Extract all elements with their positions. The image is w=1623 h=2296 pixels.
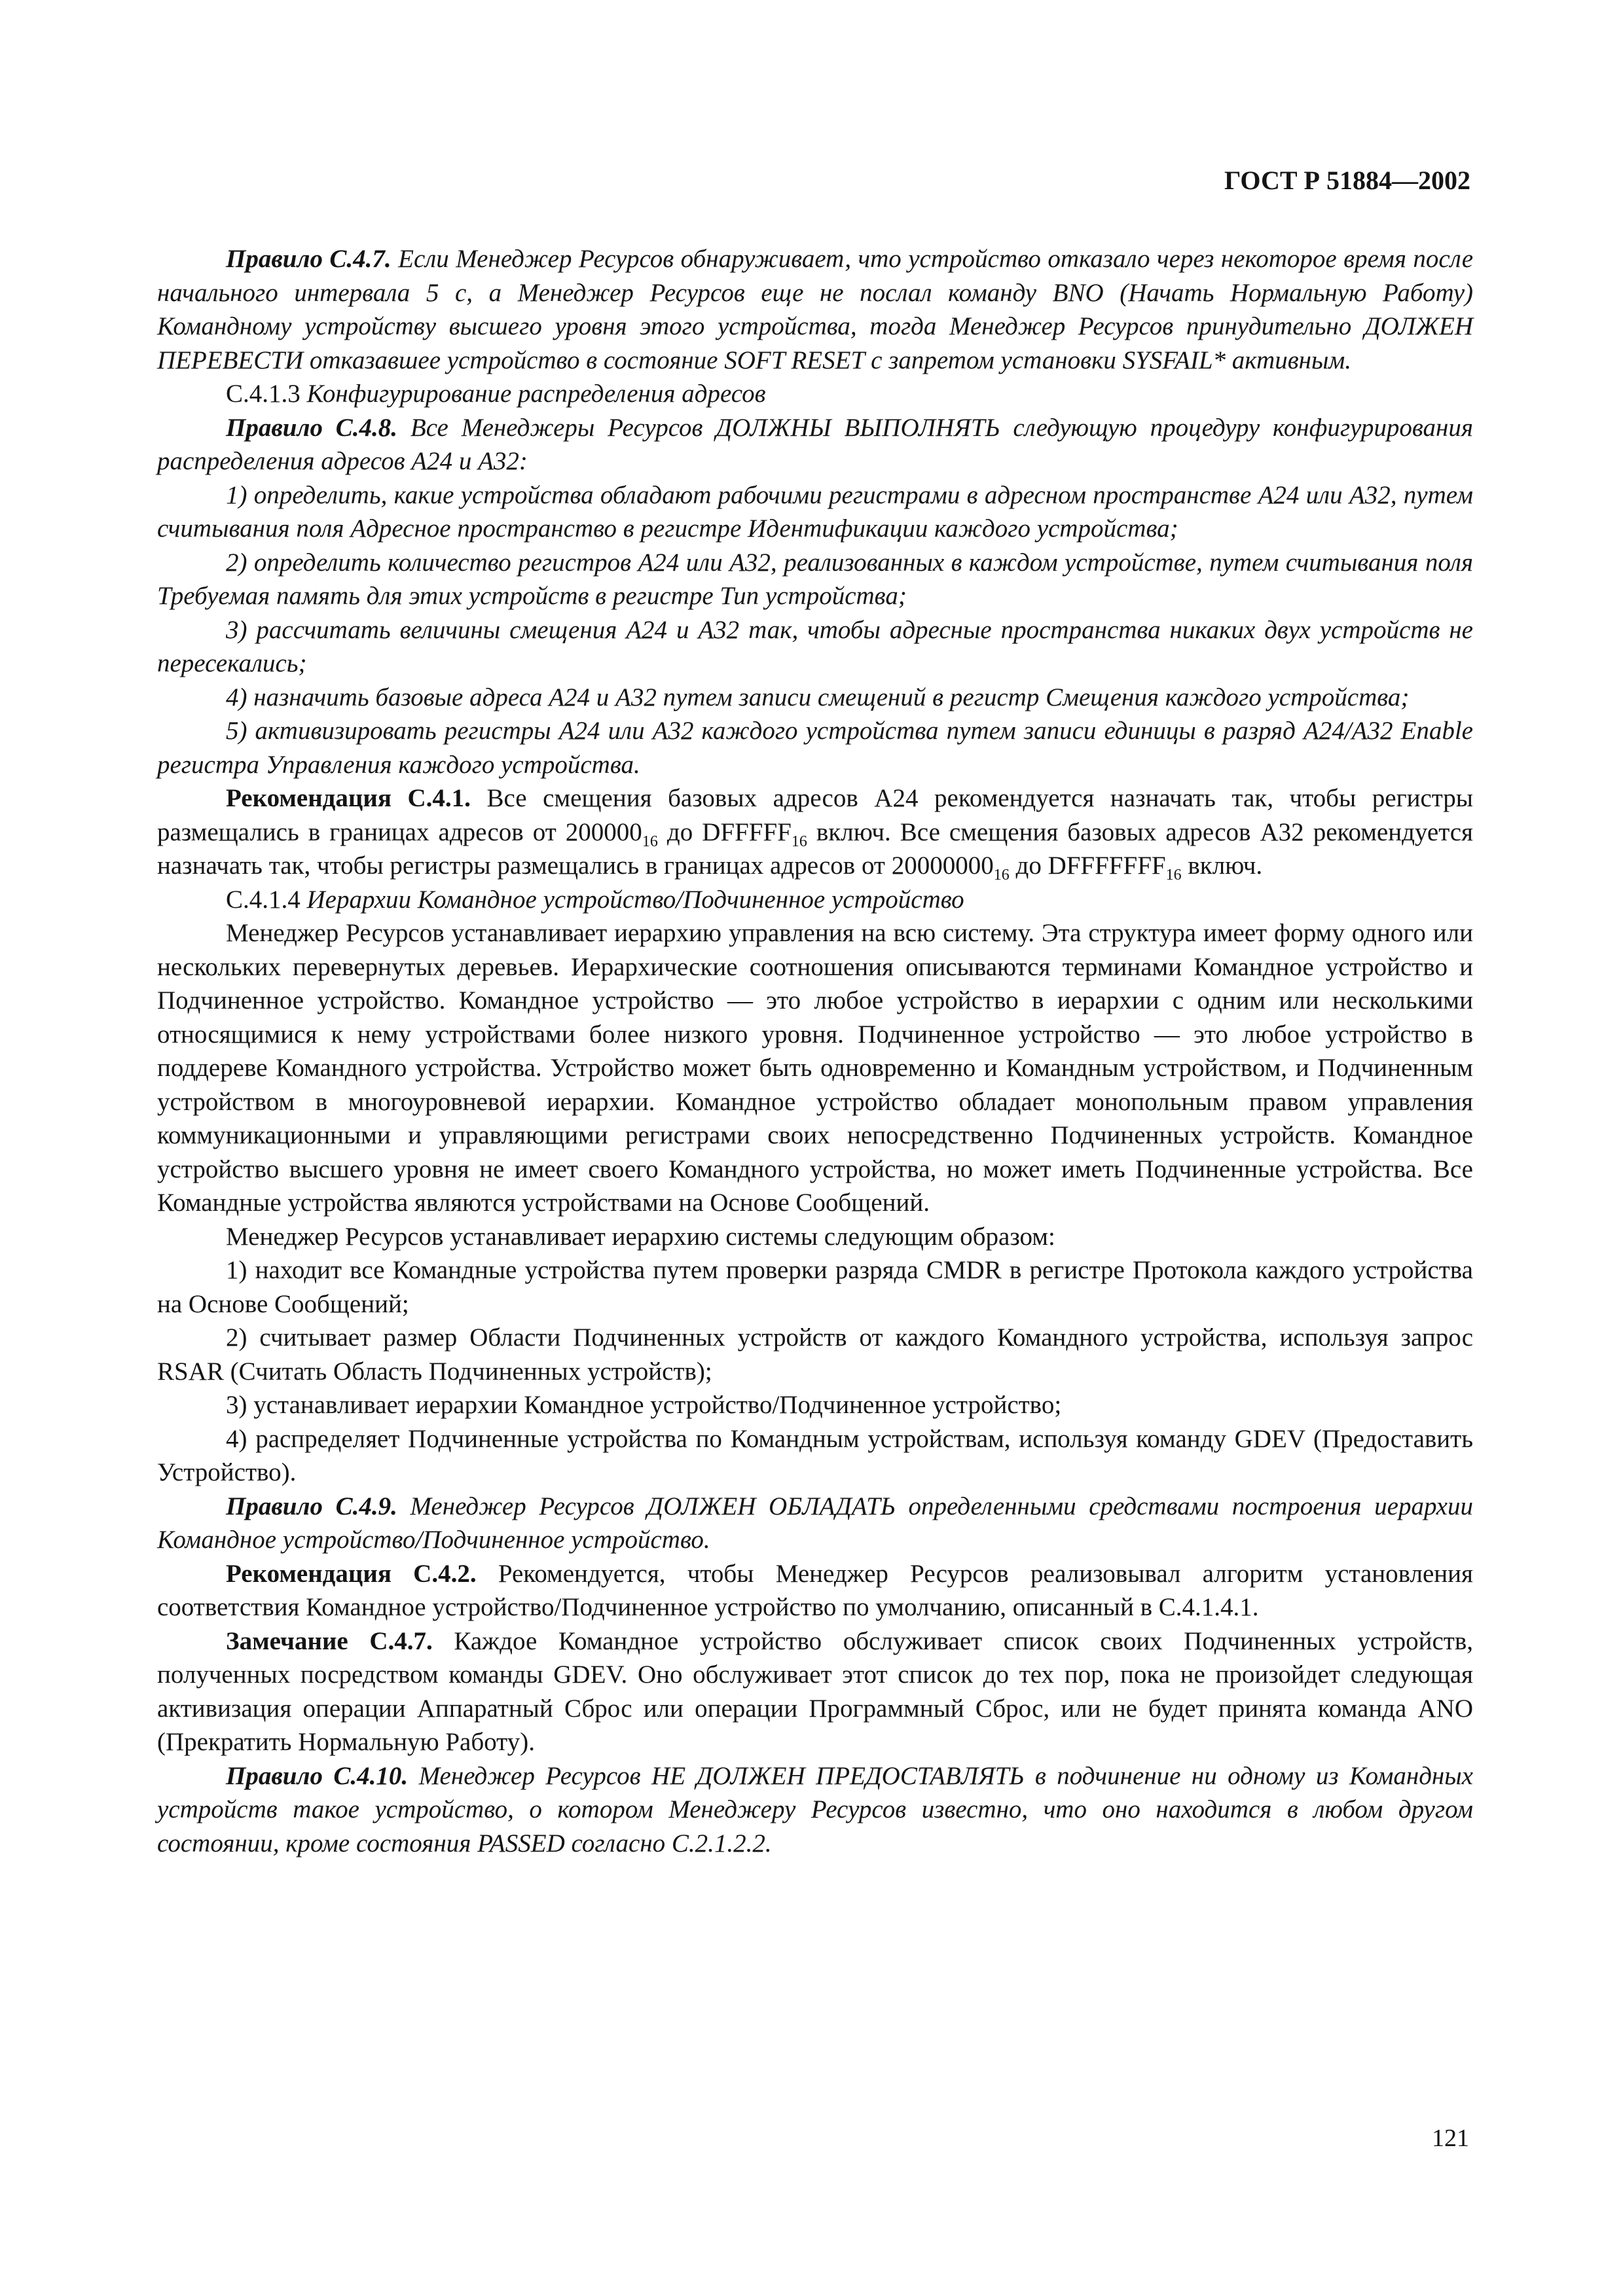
rule-label: Правило С.4.9. <box>226 1492 397 1520</box>
page-header: ГОСТ Р 51884—2002 <box>1224 166 1470 195</box>
list-item: 4) назначить базовые адреса А24 и А32 путем записи смещений в регистр Смещения каждого устройства; <box>226 683 1410 711</box>
list-item: 1) определить, какие устройства обладают рабочими регистрами в адресном пространстве А24 или А32, путем считывания поля Адресное пространство в регистре Идентификации каждого устройства; <box>157 480 1473 543</box>
rule-c-4-8 <box>157 411 1473 478</box>
list-item: 2) определить количество регистров А24 или А32, реализованных в каждом устройстве, путем считывания поля Требуемая память для этих устройств в регистре Тип устройства; <box>157 548 1473 610</box>
rule-text: Менеджер Ресурсов ДОЛЖЕН ОБЛАДАТЬ определенными средствами построения иерархии Командное устройство/Подчиненное устройство. <box>157 1492 1473 1554</box>
subscript: 16 <box>791 833 807 850</box>
list-item: 4) распределяет Подчиненные устройства по Командным устройствам, используя команду GDEV (Предоставить Устройство). <box>157 1424 1473 1486</box>
paragraph-text: Рекомендуется, чтобы Менеджер Ресурсов реализовывал алгоритм установления соответствия Командное устройство/Подчиненное устройство по умолчанию, описанный в С.4.1.4.1. <box>157 1559 1473 1621</box>
body-paragraph: Менеджер Ресурсов устанавливает иерархию системы следующим образом: <box>226 1222 1055 1251</box>
recommendation-c-4-2 <box>157 1557 1473 1624</box>
paragraph-text: Все смещения базовых адресов А24 рекомендуется назначать так, чтобы регистры размещались в границах адресов от 200000 <box>157 784 1473 846</box>
section-heading-c-4-1-4 <box>157 883 1473 917</box>
rule-label: Правило С.4.8. <box>226 413 398 442</box>
note-c-4-7 <box>157 1624 1473 1759</box>
list-item: 3) устанавливает иерархии Командное устройство/Подчиненное устройство; <box>226 1391 1062 1419</box>
rule-c-4-9 <box>157 1490 1473 1557</box>
subscript: 16 <box>1165 867 1182 884</box>
rule-c-4-7 <box>157 242 1473 377</box>
rule-text: Все Менеджеры Ресурсов ДОЛЖНЫ ВЫПОЛНЯТЬ следующую процедуру конфигурирования распределения адресов А24 и А32: <box>157 413 1473 475</box>
rule-text: Если Менеджер Ресурсов обнаруживает, что устройство отказало через некоторое время после начального интервала 5 с, а Менеджер Ресурсов еще не послал команду BNO (Начать Нормальную Работу) Командному устройству высшего уровня этого устройства, тогда Менеджер Ресурсов принудительно ДОЛЖЕН ПЕРЕВЕСТИ отказавшее устройство в состояние SOFT RESET с запретом установки SYSFAIL* активным. <box>157 245 1474 374</box>
rule-label: Правило С.4.7. <box>226 245 392 273</box>
recommendation-c-4-1 <box>157 781 1473 883</box>
list-item: 3) рассчитать величины смещения А24 и А32 так, чтобы адресные пространства никаких двух устройств не пересекались; <box>157 615 1473 677</box>
recommendation-label: Рекомендация С.4.2. <box>226 1559 477 1588</box>
paragraph-text: включ. Все смещения базовых адресов А32 рекомендуется назначать так, чтобы регистры размещались в границах адресов от 20000000 <box>157 817 1473 880</box>
paragraph-text: до DFFFFFFF <box>1009 852 1166 880</box>
rule-text: Менеджер Ресурсов НЕ ДОЛЖЕН ПРЕДОСТАВЛЯТЬ в подчинение ни одному из Командных устройств такое устройство, о котором Менеджеру Ресурсов известно, что оно находится в любом другом состоянии, кроме состояния PASSED согласно С.2.1.2.2. <box>157 1761 1473 1857</box>
list-item: 2) считывает размер Области Подчиненных устройств от каждого Командного устройства, используя запрос RSAR (Считать Область Подчиненных устройств); <box>157 1323 1473 1386</box>
page-content <box>157 242 1473 1860</box>
note-label: Замечание С.4.7. <box>226 1626 433 1655</box>
section-heading-c-4-1-3 <box>157 377 1473 411</box>
rule-label: Правило С.4.10. <box>226 1761 409 1790</box>
subscript: 16 <box>642 833 658 850</box>
list-item: 1) находит все Командные устройства путем проверки разряда CMDR в регистре Протокола каждого устройства на Основе Сообщений; <box>157 1256 1473 1318</box>
paragraph-text: Каждое Командное устройство обслуживает список своих Подчиненных устройств, полученных посредством команды GDEV. Оно обслуживает этот список до тех пор, пока не произойдет следующая активизация операции Аппаратный Сброс или операции Программный Сброс, или не будет принята команда ANO (Прекратить Нормальную Работу). <box>157 1626 1473 1756</box>
section-number: С.4.1.3 <box>226 380 307 408</box>
section-number: С.4.1.4 <box>226 885 307 914</box>
paragraph-text: до DFFFFF <box>657 817 792 846</box>
section-title: Конфигурирование распределения адресов <box>306 380 766 408</box>
body-paragraph: Менеджер Ресурсов устанавливает иерархию управления на всю систему. Эта структура имеет форму одного или нескольких перевернутых деревьев. Иерархические соотношения описываются терминами Командное устройство и Подчиненное устройство. Командное устройство — это любое устройство в иерархии с одним или несколькими относящимися к нему устройствами более низкого уровня. Подчиненное устройство — это любое устройство в поддереве Командного устройства. Устройство может быть одновременно и Командным устройством, и Подчиненным устройством в многоуровневой иерархии. Командное устройство обладает монопольным правом управления коммуникационными и управляющими регистрами своих непосредственно Подчиненных устройств. Командное устройство высшего уровня не имеет своего Командного устройства, но может иметь Подчиненные устройства. Все Командные устройства являются устройствами на Основе Сообщений. <box>157 919 1473 1217</box>
paragraph-text: включ. <box>1181 852 1263 880</box>
rule-c-4-10 <box>157 1759 1473 1861</box>
section-title: Иерархии Командное устройство/Подчиненное устройство <box>306 885 964 914</box>
page-number: 121 <box>1432 2125 1469 2152</box>
recommendation-label: Рекомендация С.4.1. <box>226 784 471 812</box>
list-item: 5) активизировать регистры А24 или А32 каждого устройства путем записи единицы в разряд А24/А32 Enable регистра Управления каждого устройства. <box>157 717 1473 779</box>
subscript: 16 <box>993 867 1010 884</box>
